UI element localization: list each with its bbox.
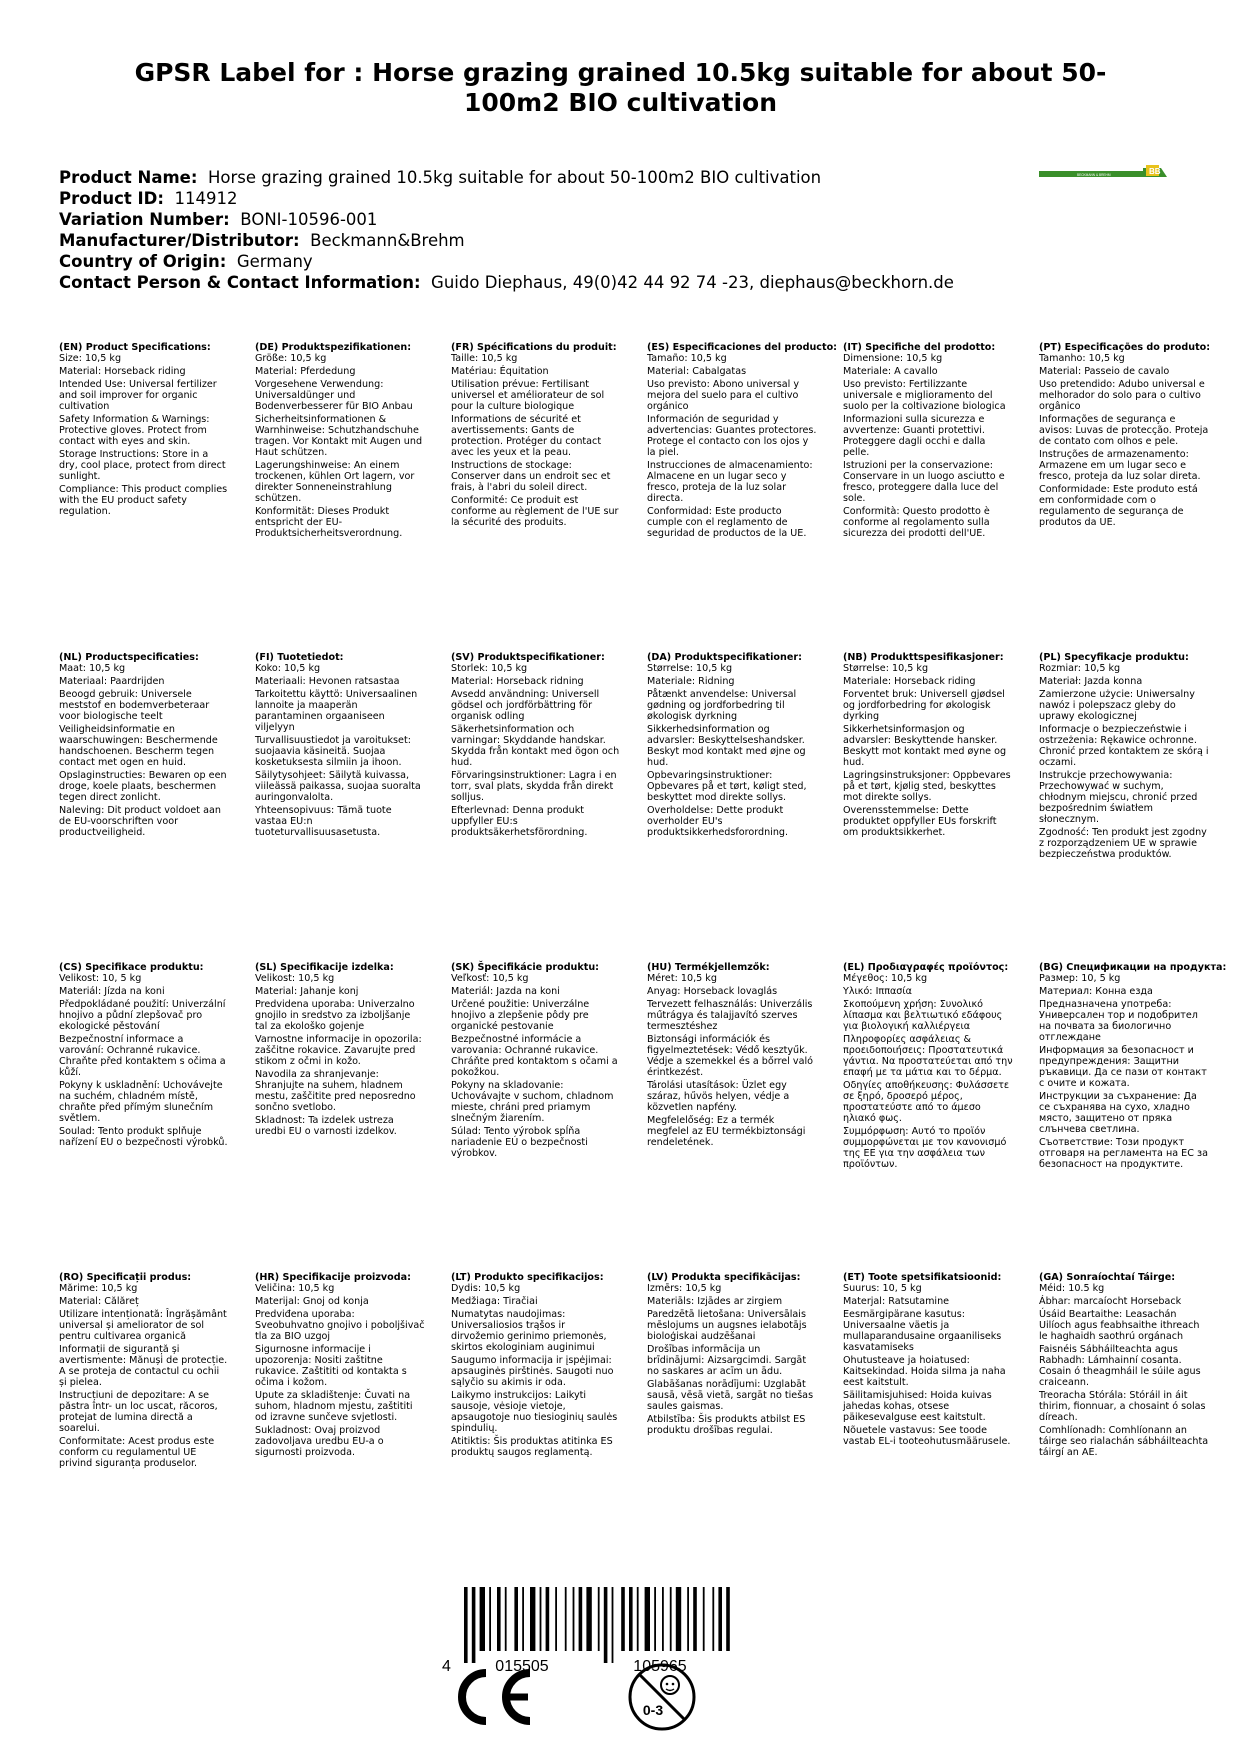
spec-line: Soulad: Tento produkt splňuje nařízení EU o bezpečnosti výrobků. [59, 1126, 228, 1148]
spec-heading: (LT) Produkto specifikacijos: [451, 1272, 604, 1283]
barcode-bar [670, 1587, 672, 1651]
barcode-bar [565, 1587, 567, 1651]
barcode-bar [546, 1587, 550, 1651]
spec-block [255, 652, 425, 838]
product-name-row [59, 168, 954, 189]
spec-line: Materiaali: Hevonen ratsastaa [255, 676, 400, 687]
spec-line: Úsáid Beartaithe: Leasachán Uilíoch agus feabhsaithe ithreach le haghaidh saothrú orgánach [1039, 1309, 1200, 1342]
spec-line: Materiál: Jízda na koni [59, 986, 165, 997]
spec-line: Инструкции за съхранение: Да се съхранява на сухо, хладно място, защитено от пряка слънчева светлина. [1039, 1091, 1197, 1135]
spec-block [59, 1272, 229, 1469]
product-id-row [59, 189, 954, 210]
spec-heading: (GA) Sonraíochtaí Táirge: [1039, 1272, 1176, 1283]
spec-line: Υλικό: Ιππασία [843, 986, 912, 997]
spec-line: Comhlíonadh: Comhlíonann an táirge seo rialachán sábháilteachta táirgí an AE. [1039, 1425, 1209, 1458]
barcode-bar [598, 1587, 600, 1651]
spec-heading: (NL) Productspecificaties: [59, 652, 199, 663]
spec-line: Tamaño: 10,5 kg [647, 353, 727, 364]
spec-line: Saugumo informacija ir įspėjimai: apsauginės pirštinės. Saugoti nuo sąlyčio su akimis ir oda. [451, 1355, 614, 1388]
spec-line: Biztonsági információk és figyelmeztetések: Védő kesztyűk. Védje a szemekkel és a bőrrel való érintkezést. [647, 1034, 813, 1078]
spec-heading: (HU) Termékjellemzők: [647, 962, 770, 973]
spec-line: Material: Jahanje konj [255, 986, 359, 997]
spec-block [1039, 652, 1209, 860]
spec-line: Konformität: Dieses Produkt entspricht der EU-Produktsicherheitsverordnung. [255, 506, 403, 539]
page-title: GPSR Label for : Horse grazing grained 10.5kg suitable for about 50-100m2 BIO cultivation [134, 58, 1107, 117]
spec-line: Material: Cabalgatas [647, 366, 747, 377]
spec-line: Skladnost: Ta izdelek ustreza uredbi EU o varnosti izdelkov. [255, 1115, 397, 1137]
spec-block [647, 1272, 817, 1436]
country-value: Germany [236, 251, 313, 271]
spec-line: Dimensione: 10,5 kg [843, 353, 943, 364]
spec-line: Medžiaga: Tiračiai [451, 1296, 538, 1307]
spec-line: Veiligheidsinformatie en waarschuwingen: Beschermende handschoenen. Bescherm tegen contact met ogen en huid. [59, 724, 218, 768]
spec-line: Materiale: Horseback riding [843, 676, 976, 687]
spec-line: Materiale: A cavallo [843, 366, 938, 377]
spec-line: Conformità: Questo prodotto è conforme al regolamento sulla sicurezza dei prodotti dell'UE. [843, 506, 990, 539]
barcode-bar [464, 1587, 468, 1663]
spec-line: Sigurnosne informacije i upozorenja: Nositi zaštitne rukavice. Zaštititi od kontakta s očima i kožom. [255, 1344, 407, 1388]
spec-line: Storlek: 10,5 kg [451, 663, 528, 674]
barcode-digit-lead: 4 [442, 1658, 451, 1673]
spec-line: Material: Passeio de cavalo [1039, 366, 1170, 377]
spec-block [1039, 962, 1227, 1170]
barcode-digits-right: 105965 [633, 1658, 687, 1673]
barcode-bar [604, 1587, 608, 1663]
spec-line: Varnostne informacije in opozorila: zaščitne rokavice. Zavarujte pred stikom z očmi in kožo. [255, 1034, 422, 1067]
spec-block [255, 1272, 425, 1458]
spec-line: Instrucciones de almacenamiento: Almacene en un lugar seco y fresco, proteja de la luz solar directa. [647, 460, 813, 504]
product-name-value: Horse grazing grained 10.5kg suitable for about 50-100m2 BIO cultivation [207, 168, 822, 187]
spec-heading: (BG) Спецификации на продукта: [1039, 962, 1227, 973]
spec-line: Taille: 10,5 kg [451, 353, 518, 364]
barcode-bar [726, 1587, 730, 1651]
spec-line: Compliance: This product complies with the EU product safety regulation. [59, 484, 228, 517]
spec-line: Méid: 10.5 kg [1039, 1283, 1105, 1294]
spec-block [59, 962, 229, 1148]
barcode-bar [676, 1587, 681, 1651]
spec-line: Conformité: Ce produit est conforme au règlement de l'UE sur la sécurité des produits. [451, 495, 619, 528]
spec-line: Koko: 10,5 kg [255, 663, 321, 674]
spec-line: Informazioni sulla sicurezza e avvertenze: Guanti protettivi. Proteggere dagli occhi e dalla pelle. [843, 414, 986, 458]
spec-block [647, 962, 817, 1148]
spec-block [843, 342, 1013, 539]
manufacturer-row [59, 231, 954, 252]
spec-line: Säilitamisjuhised: Hoida kuivas jahedas kohas, otsese päikesevalguse eest kaitstult. [843, 1390, 992, 1423]
spec-block [1039, 342, 1209, 528]
spec-line: Информация за безопасност и предупреждения: Защитни ръкавици. Да се пази от контакт с очите и кожата. [1039, 1045, 1207, 1089]
spec-line: Informações de segurança e avisos: Luvas de protecção. Proteja de contato com olhos e pele. [1039, 414, 1209, 447]
spec-line: Πληροφορίες ασφάλειας & προειδοποιήσεις: Προστατευτικά γάντια. Να προστατεύεται από την επαφή με τα μάτια και το δέρμα. [843, 1034, 1013, 1078]
spec-line: Velikost: 10, 5 kg [59, 973, 142, 984]
barcode-bar [687, 1587, 689, 1651]
spec-block [647, 342, 838, 539]
spec-line: Συμμόρφωση: Αυτό το προϊόν συμμορφώνεται με τον κανονισμό της ΕΕ για την ασφάλεια των προϊόντων. [843, 1126, 1007, 1170]
spec-line: Материал: Конна езда [1039, 986, 1153, 997]
barcode-bar [703, 1587, 705, 1651]
spec-line: Upute za skladištenje: Čuvati na suhom, hladnom mjestu, zaštititi od izravne sunčeve svjetlosti. [255, 1390, 413, 1423]
spec-line: Storage Instructions: Store in a dry, cool place, protect from direct sunlight. [59, 449, 226, 482]
barcode-bar [718, 1587, 722, 1651]
spec-heading: (DE) Produktspezifikationen: [255, 342, 412, 353]
variation-value: BONI-10596-001 [240, 209, 378, 229]
barcode-bar [472, 1587, 476, 1663]
spec-line: Tárolási utasítások: Üzlet egy száraz, hűvös helyen, védje a közvetlen napfény. [647, 1080, 790, 1113]
spec-line: Materiale: Ridning [647, 676, 735, 687]
spec-line: Materiaal: Paardrijden [59, 676, 165, 687]
spec-line: Istruzioni per la conservazione: Conservare in un luogo asciutto e fresco, proteggere dalla luce del sole. [843, 460, 1005, 504]
spec-line: Vorgesehene Verwendung: Universaldünger und Bodenverbesserer für BIO Anbau [255, 379, 413, 412]
spec-line: Sikkerhedsinformation og advarsler: Beskyttelseshandsker. Beskyt mod kontakt med øjne og hud. [647, 724, 806, 768]
spec-line: Tarkoitettu käyttö: Universaalinen lannoite ja maaperän parantaminen orgaaniseen viljelyyn [255, 689, 418, 733]
spec-line: Ábhar: marcaíocht Horseback [1039, 1296, 1182, 1307]
spec-line: Mărime: 10,5 kg [59, 1283, 138, 1294]
spec-line: Informacje o bezpieczeństwie i ostrzeżenia: Rękawice ochronne. Chronić przed kontaktem ze skórą i oczami. [1039, 724, 1209, 768]
spec-line: Nõuetele vastavus: See toode vastab EL-i tooteohutusmäärusele. [843, 1425, 1011, 1447]
spec-line: Veľkosť: 10,5 kg [451, 973, 529, 984]
spec-line: Размер: 10, 5 kg [1039, 973, 1121, 984]
spec-line: Uso previsto: Abono universal y mejora del suelo para el cultivo orgánico [647, 379, 800, 412]
spec-line: Utilisation prévue: Fertilisant universel et améliorateur de sol pour la culture biologique [451, 379, 605, 412]
spec-block [843, 652, 1013, 838]
barcode-bar [514, 1587, 518, 1651]
barcode-bar [530, 1587, 535, 1651]
spec-line: Lagringsinstruksjoner: Oppbevares på et tørt, kjølig sted, beskyttes mot direkte sollys. [843, 770, 1011, 803]
spec-line: Overholdelse: Dette produkt overholder EU's produktsikkerhedsforordning. [647, 805, 789, 838]
spec-line: Säilytysohjeet: Säilytä kuivassa, viileässä paikassa, suojaa suoralta auringonvalolta. [255, 770, 421, 803]
spec-line: Forventet bruk: Universell gjødsel og jordforbedring for økologisk dyrking [843, 689, 1005, 722]
barcode-digits-left: 015505 [495, 1658, 549, 1673]
spec-line: Conformitate: Acest produs este conform cu regulamentul UE privind siguranța produselor. [59, 1436, 215, 1469]
spec-line: Ohutusteave ja hoiatused: Kaitsekindad. Hoida silma ja naha eest kaitstult. [843, 1355, 1006, 1388]
spec-line: Intended Use: Universal fertilizer and soil improver for organic cultivation [59, 379, 217, 412]
spec-line: Größe: 10,5 kg [255, 353, 327, 364]
spec-heading: (SK) Špecifikácie produktu: [451, 962, 600, 973]
variation-label: Variation Number: [59, 209, 230, 229]
spec-line: Glabāšanas norādījumi: Uzglabāt sausā, vēsā vietā, sargāt no tiešas saules gaismas. [647, 1379, 814, 1412]
barcode-bar [693, 1587, 697, 1651]
spec-block [451, 962, 621, 1159]
spec-line: Información de seguridad y advertencias: Guantes protectores. Protege el contacto con los ojos y la piel. [647, 414, 817, 458]
spec-line: Velikost: 10,5 kg [255, 973, 335, 984]
spec-heading: (PL) Specyfikacje produktu: [1039, 652, 1189, 663]
spec-line: Påtænkt anvendelse: Universal gødning og jordforbedring til økologisk dyrkning [647, 689, 797, 722]
not-for-children-0-3-icon [626, 1661, 698, 1733]
spec-line: Materjal: Ratsutamine [843, 1296, 950, 1307]
spec-block [451, 1272, 621, 1458]
spec-block [255, 342, 425, 539]
spec-line: Drošības informācija un brīdinājumi: Aizsargcimdi. Sargāt no saskares ar acīm un ādu. [647, 1344, 807, 1377]
spec-block [59, 652, 229, 838]
product-name-label: Product Name: [59, 168, 198, 187]
contact-row [59, 273, 954, 294]
barcode-bar [489, 1587, 491, 1651]
barcode-bar [621, 1587, 625, 1651]
spec-line: Súlad: Tento výrobok spĺňa nariadenie EÚ o bezpečnosti výrobkov. [451, 1126, 588, 1159]
spec-line: Størrelse: 10,5 kg [843, 663, 929, 674]
spec-block [451, 652, 621, 838]
spec-block [843, 962, 1013, 1170]
spec-line: Materiał: Jazda konna [1039, 676, 1143, 687]
spec-heading: (FR) Spécifications du produit: [451, 342, 617, 353]
age-warning-label: 0-3 [642, 1702, 664, 1718]
spec-line: Avsedd användning: Universell gödsel och jordförbättring för organisk odling [451, 689, 600, 722]
barcode-bar [612, 1587, 614, 1663]
spec-line: Maat: 10,5 kg [59, 663, 126, 674]
spec-line: Material: Pferdedung [255, 366, 356, 377]
spec-line: Sukladnost: Ovaj proizvod zadovoljava uredbu EU-a o sigurnosti proizvoda. [255, 1425, 384, 1458]
spec-line: Materiál: Jazda na koni [451, 986, 560, 997]
ce-mark-icon [452, 1667, 534, 1727]
spec-line: Izmērs: 10,5 kg [647, 1283, 722, 1294]
spec-line: Οδηγίες αποθήκευσης: Φυλάσσετε σε ξηρό, δροσερό μέρος, προστατεύστε από το άμεσο ηλιακό φως. [843, 1080, 1010, 1124]
spec-line: Efterlevnad: Denna produkt uppfyller EU:s produktsäkerhetsförordning. [451, 805, 588, 838]
spec-heading: (CS) Specifikace produktu: [59, 962, 204, 973]
spec-line: Lagerungshinweise: An einem trockenen, kühlen Ort lagern, vor direkter Sonneneinstrahlung schützen. [255, 460, 415, 504]
spec-line: Naleving: Dit product voldoet aan de EU-voorschriften voor productveiligheid. [59, 805, 221, 838]
spec-line: Instruções de armazenamento: Armazene em um lugar seco e fresco, proteja da luz solar direta. [1039, 449, 1201, 482]
product-id-value: 114912 [174, 188, 238, 208]
spec-line: Veličina: 10,5 kg [255, 1283, 335, 1294]
logo-text: BECKMANN & BREHM [1077, 173, 1111, 177]
barcode-bar [505, 1587, 507, 1651]
spec-line: Conformidad: Este producto cumple con el reglamento de seguridad de productos de la UE. [647, 506, 807, 539]
spec-heading: (HR) Specifikacije proizvoda: [255, 1272, 411, 1283]
barcode-bar [540, 1587, 542, 1651]
spec-line: Materijal: Gnoj od konja [255, 1296, 369, 1307]
spec-line: Uso previsto: Fertilizzante universale e miglioramento del suolo per la coltivazione biologica [843, 379, 1006, 412]
barcode-bar [637, 1587, 639, 1651]
barcode-bar [586, 1587, 591, 1651]
spec-line: Förvaringsinstruktioner: Lagra i en torr, sval plats, skydda från direkt solljus. [451, 770, 617, 803]
product-id-label: Product ID: [59, 188, 164, 208]
spec-line: Instrucțiuni de depozitare: A se păstra într- un loc uscat, răcoros, protejat de lumina directă a soarelui. [59, 1390, 218, 1434]
spec-line: Eesmärgipärane kasutus: Universaalne väetis ja mullaparandusaine orgaaniliseks kasvatamiseks [843, 1309, 1002, 1353]
spec-block [843, 1272, 1013, 1447]
spec-line: Safety Information & Warnings: Protective gloves. Protect from contact with eyes and skin. [59, 414, 210, 447]
spec-heading: (SL) Specifikacije izdelka: [255, 962, 394, 973]
spec-heading: (DA) Produktspecifikationer: [647, 652, 802, 663]
product-info [59, 168, 954, 293]
spec-line: Bezpečnostní informace a varování: Ochranné rukavice. Chraňte před kontaktem s očima a kůží. [59, 1034, 226, 1078]
spec-line: Atbilstība: Šis produkts atbilst ES produktu drošības regulai. [647, 1414, 806, 1436]
spec-line: Sicherheitsinformationen & Warnhinweise: Schutzhandschuhe tragen. Vor Kontakt mit Augen und Haut schützen. [255, 414, 423, 458]
spec-line: Size: 10,5 kg [59, 353, 122, 364]
barcode-bar [712, 1587, 714, 1651]
barcode-bar [654, 1587, 656, 1651]
spec-heading: (EL) Προδιαγραφές προϊόντος: [843, 962, 1009, 973]
spec-heading: (LV) Produkta specifikācijas: [647, 1272, 801, 1283]
spec-block [647, 652, 817, 838]
spec-line: Matériau: Équitation [451, 366, 549, 377]
spec-line: Zgodność: Ten produkt jest zgodny z rozporządzeniem UE w sprawie bezpieczeństwa produktów. [1039, 827, 1207, 860]
spec-block [255, 962, 425, 1137]
spec-line: Säkerhetsinformation och varningar: Skyddande handskar. Skydda från kontakt med ögon och hud. [451, 724, 620, 768]
logo-mark: BB [1149, 167, 1161, 176]
spec-line: Instrukcje przechowywania: Przechowywać w suchym, chłodnym miejscu, chronić przed bezpośrednim światłem słonecznym. [1039, 770, 1198, 825]
barcode-bar [480, 1587, 485, 1651]
spec-heading: (NB) Produkttspesifikasjoner: [843, 652, 1004, 663]
spec-heading: (EN) Product Specifications: [59, 342, 211, 353]
country-label: Country of Origin: [59, 251, 227, 271]
spec-heading: (ET) Toote spetsifikatsioonid: [843, 1272, 1002, 1283]
spec-line: Anyag: Horseback lovaglás [647, 986, 778, 997]
spec-line: Beoogd gebruik: Universele meststof en bodemverbeteraar voor biologische teelt [59, 689, 210, 722]
spec-line: Megfelelőség: Ez a termék megfelel az EU termékbiztonsági rendeletének. [647, 1115, 806, 1148]
barcode-bar [645, 1587, 650, 1651]
spec-heading: (RO) Specificații produs: [59, 1272, 192, 1283]
spec-heading: (SV) Produktspecifikationer: [451, 652, 605, 663]
barcode-bar [497, 1587, 501, 1651]
spec-line: Numatytas naudojimas: Universaliosios trąšos ir dirvožemio gerinimo priemonės, skirtos ekologiniam auginimui [451, 1309, 607, 1353]
spec-line: Material: Horseback ridning [451, 676, 584, 687]
spec-line: Turvallisuustiedot ja varoitukset: suojaavia käsineitä. Suojaa kosketuksesta silmiin ja ihoon. [255, 735, 411, 768]
spec-line: Suurus: 10, 5 kg [843, 1283, 922, 1294]
spec-line: Méret: 10,5 kg [647, 973, 717, 984]
spec-line: Σκοπούμενη χρήση: Συνολικό λίπασμα και βελτιωτικό εδάφους για βιολογική καλλιέργεια [843, 999, 1003, 1032]
spec-line: Sikkerhetsinformasjon og advarsler: Beskyttende hansker. Beskytt mot kontakt med øyne og hud. [843, 724, 1007, 768]
barcode-bars [464, 1587, 730, 1663]
spec-line: Informations de sécurité et avertissements: Gants de protection. Protéger du contact avec les yeux et la peau. [451, 414, 602, 458]
spec-line: Utilizare intenționată: Îngrășământ universal și ameliorator de sol pentru cultivarea organică [59, 1309, 227, 1342]
spec-line: Laikymo instrukcijos: Laikyti sausoje, vėsioje vietoje, apsaugotoje nuo tiesioginių saulės spindulių. [451, 1390, 618, 1434]
spec-line: Určené použitie: Univerzálne hnojivo a zlepšenie pôdy pre organické pestovanie [451, 999, 590, 1032]
brand-logo [1039, 165, 1167, 181]
spec-line: Navodila za shranjevanje: Shranjujte na suhem, hladnem mestu, zaščitite pred neposredno sončno svetlobo. [255, 1069, 416, 1113]
spec-line: Předpokládané použití: Univerzální hnojivo a půdní zlepšovač pro ekologické pěstování [59, 999, 226, 1032]
spec-line: Instructions de stockage: Conserver dans un endroit sec et frais, à l'abri du soleil direct. [451, 460, 611, 493]
barcode-bar [662, 1587, 664, 1651]
spec-heading: (FI) Tuotetiedot: [255, 652, 344, 663]
contact-label: Contact Person & Contact Information: [59, 272, 421, 292]
spec-block [59, 342, 229, 517]
spec-line: Conformidade: Este produto está em conformidade com o regulamento de segurança de produtos da UE. [1039, 484, 1198, 528]
spec-line: Faisnéis Sábháilteachta agus Rabhadh: Lámhainní cosanta. Cosain ó theagmháil le súile agus craiceann. [1039, 1344, 1201, 1388]
barcode-bar [522, 1587, 524, 1651]
spec-line: Pokyny k uskladnění: Uchovávejte na suchém, chladném místě, chraňte před přímým slunečním světlem. [59, 1080, 223, 1124]
spec-line: Rozmiar: 10,5 kg [1039, 663, 1121, 674]
spec-heading: (IT) Specifiche del prodotto: [843, 342, 996, 353]
spec-line: Opbevaringsinstruktioner: Opbevares på et tørt, køligt sted, beskyttet mod direkte sollys. [647, 770, 807, 803]
barcode-bar [555, 1587, 557, 1651]
spec-line: Tamanho: 10,5 kg [1039, 353, 1125, 364]
spec-heading: (PT) Especificações do produto: [1039, 342, 1211, 353]
spec-line: Μέγεθος: 10,5 kg [843, 973, 928, 984]
spec-line: Predvidena uporaba: Univerzalno gnojilo in sredstvo za izboljšanje tal za ekološko gojenje [255, 999, 415, 1032]
barcode-bar [579, 1587, 583, 1651]
spec-line: Yhteensopivuus: Tämä tuote vastaa EU:n tuoteturvallisuusasetusta. [255, 805, 392, 838]
manufacturer-value: Beckmann&Brehm [310, 230, 465, 250]
manufacturer-label: Manufacturer/Distributor: [59, 230, 300, 250]
spec-line: Uso pretendido: Adubo universal e melhorador do solo para o cultivo orgânico [1039, 379, 1205, 412]
barcode-bar [629, 1587, 633, 1651]
country-row [59, 252, 954, 273]
spec-line: Tervezett felhasználás: Univerzális műtrágya és talajjavító szerves termesztéshez [647, 999, 813, 1032]
spec-line: Material: Horseback riding [59, 366, 186, 377]
spec-line: Zamierzone użycie: Uniwersalny nawóz i polepszacz gleby do uprawy ekologicznej [1039, 689, 1195, 722]
spec-line: Material: Călăreț [59, 1296, 139, 1307]
spec-line: Bezpečnostné informácie a varovania: Ochranné rukavice. Chráňte pred kontaktom s očami a pokožkou. [451, 1034, 618, 1078]
variation-row [59, 210, 954, 231]
spec-line: Paredzētā lietošana: Universālais mēslojums un augsnes ielabotājs bioloģiskai audzēšanai [647, 1309, 807, 1342]
barcode-bar [573, 1587, 575, 1651]
spec-line: Opslaginstructies: Bewaren op een droge, koele plaats, beschermen tegen direct zonlicht. [59, 770, 227, 803]
spec-line: Atitiktis: Šis produktas atitinka ES produktų saugos reglamentą. [451, 1436, 613, 1458]
spec-line: Informații de siguranță și avertismente: Mănuși de protecție. A se proteja de contactul cu ochii și pielea. [59, 1344, 228, 1388]
spec-line: Treoracha Stórála: Stóráil in áit thirim, fionnuar, a chosaint ó solas díreach. [1039, 1390, 1206, 1423]
spec-line: Pokyny na skladovanie: Uchovávajte v suchom, chladnom mieste, chráni pred priamym slnečným žiarením. [451, 1080, 614, 1124]
spec-line: Съответствие: Този продукт отговаря на регламента на ЕС за безопасност на продуктите. [1039, 1137, 1208, 1170]
spec-heading: (ES) Especificaciones del producto: [647, 342, 838, 353]
spec-line: Materiāls: Izjādes ar zirgiem [647, 1296, 783, 1307]
spec-line: Overensstemmelse: Dette produktet oppfyller EUs forskrift om produktsikkerhet. [843, 805, 997, 838]
contact-value: Guido Diephaus, 49(0)42 44 92 74 -23, diephaus@beckhorn.de [431, 272, 954, 292]
spec-line: Предназначена употреба: Универсален тор и подобрител на почвата за биологично отглеждане [1039, 999, 1198, 1043]
spec-line: Predviđena uporaba: Sveobuhvatno gnojivo i poboljšivač tla za BIO uzgoj [255, 1309, 425, 1342]
spec-line: Dydis: 10,5 kg [451, 1283, 521, 1294]
spec-block [1039, 1272, 1209, 1458]
spec-line: Størrelse: 10,5 kg [647, 663, 733, 674]
spec-block [451, 342, 621, 528]
